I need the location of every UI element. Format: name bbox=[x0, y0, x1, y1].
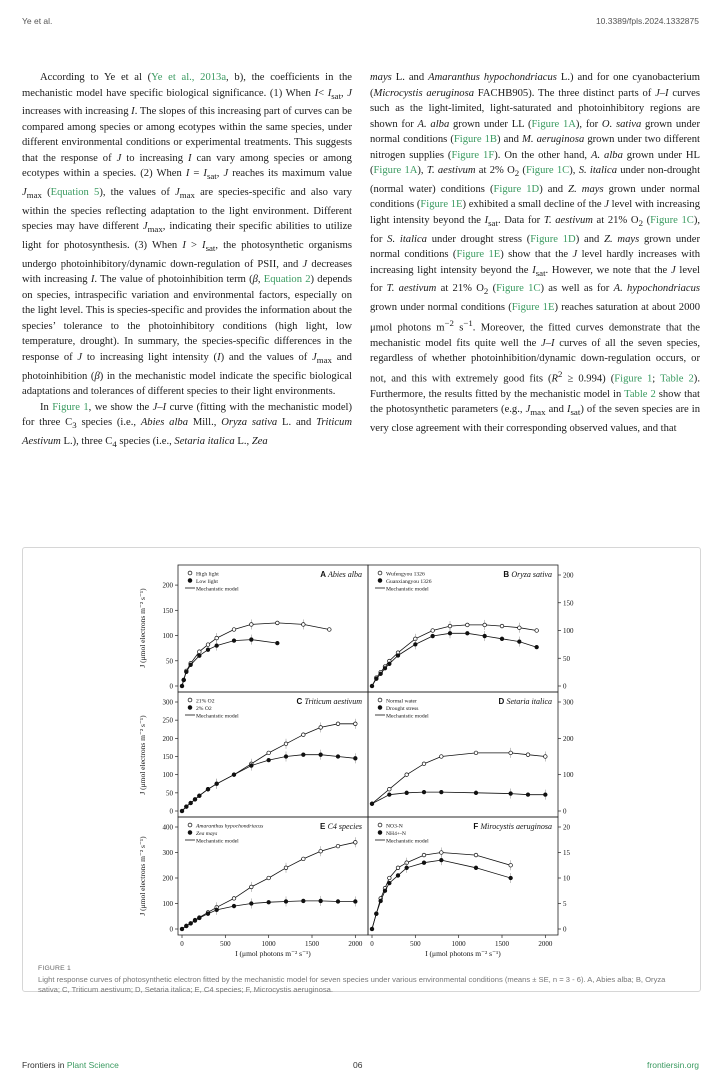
y-tick-label: 300 bbox=[162, 849, 173, 857]
y-tick-label: 200 bbox=[162, 874, 173, 883]
panel-species: Mirocystis aeruginosa bbox=[480, 822, 552, 831]
legend-open-marker bbox=[378, 571, 382, 575]
data-point bbox=[440, 790, 444, 794]
data-point bbox=[302, 623, 306, 627]
legend-filled-marker bbox=[378, 831, 382, 835]
panel-letter: D bbox=[498, 697, 507, 706]
legend-label: 2% O2 bbox=[196, 705, 212, 712]
data-point bbox=[509, 876, 513, 880]
fit-curve bbox=[372, 792, 545, 804]
data-point bbox=[375, 677, 379, 681]
data-point bbox=[509, 863, 513, 867]
legend-label: Mechanistic model bbox=[386, 713, 429, 720]
data-point bbox=[232, 639, 236, 643]
x-tick-label: 2000 bbox=[348, 940, 363, 948]
y-tick-label: 100 bbox=[162, 771, 173, 780]
y-tick-label: 5 bbox=[563, 900, 567, 908]
body-column-right: mays L. and Amaranthus hypochondriacus L.) and for one cyanobacterium (Microcystis aeruginosa FACHB905). The three distinct parts of J–I curves such as the light-limited, light-saturated and photoinhibitory regions are shown for A. alba grown under LL (Figure 1A), for O. sativa grown under normal conditions (Figure 1B) and M. aeruginosa grown under two different nitrogen supplies (Figure 1F). On the other hand, A. alba grown under HL (Figure 1A), T. aestivum at 2% $O_2$ (Figure 1C), S. italica under non-drought (normal water) conditions (Figure 1D) and Z. mays grown under normal conditions (Figure 1E) exhibited a small decline of the J level with increasing light intensity beyond the $I_{sat}$. Data for T. aestivum at 21% $O_2$ (Figure 1C), for S. italica under drought stress (Figure 1D) and Z. mays grown under normal conditions (Figure 1E) show that the J level hardly increases with increasing light intensity beyond the $I_{sat}$. However, we note that the J level for T. aestivum at 21% $O_2$ (Figure 1C) as well as for A. hypochondriacus grown under normal conditions (Figure 1E) reaches saturation at about 2000 μmol photons $m^{-2}$ $s^{-1}$. Moreover, the fitted curves demonstrate that the mechanistic model fits quite well the J–I curves of all the seven species, regardless of whether photoinhibition/dynamic down-regulation occurs, or not, and this with extremely good fits $(R^2 \ge 0.994)$ (Figure 1; Table 2). Furthermore, the results fitted by the mechanistic model in Table 2 show that the photosynthetic parameters (e.g., $J_{max}$ and $I_{sat}$) of the seven species are in very close agreement with their corresponding observed values, and that bbox=[370, 72, 701, 435]
y-tick-label: 50 bbox=[563, 654, 570, 663]
data-point bbox=[182, 678, 186, 682]
data-point bbox=[535, 629, 539, 633]
x-tick-label: 1000 bbox=[261, 940, 276, 948]
y-axis-label: J (μmol electrons m⁻² s⁻¹) bbox=[138, 588, 147, 668]
data-point bbox=[422, 861, 426, 865]
data-point bbox=[518, 640, 522, 644]
fit-curve bbox=[372, 633, 537, 686]
footer-journal-name: Plant Science bbox=[66, 1060, 119, 1070]
legend-label: Wufengyou 1326 bbox=[386, 571, 425, 578]
data-point bbox=[422, 853, 426, 857]
data-point bbox=[440, 755, 444, 759]
y-tick-label: 15 bbox=[563, 849, 570, 857]
data-point bbox=[189, 922, 193, 926]
data-point bbox=[189, 801, 193, 805]
data-point bbox=[375, 912, 379, 916]
legend-label: NH4+-N bbox=[386, 830, 406, 837]
y-tick-label: 100 bbox=[563, 771, 574, 780]
data-point bbox=[422, 762, 426, 766]
legend-open-marker bbox=[188, 571, 192, 575]
y-tick-label: 200 bbox=[563, 571, 574, 580]
data-point bbox=[379, 672, 383, 676]
data-point bbox=[198, 654, 202, 658]
data-point bbox=[526, 793, 530, 797]
legend-label: Drought stress bbox=[386, 705, 419, 712]
y-tick-label: 100 bbox=[162, 632, 173, 641]
legend-label: Amaranthus hypochondriacus bbox=[196, 823, 264, 830]
panel-title bbox=[473, 822, 552, 831]
data-point bbox=[396, 874, 400, 878]
x-tick-label: 500 bbox=[410, 940, 421, 948]
data-point bbox=[379, 899, 383, 903]
y-tick-label: 0 bbox=[169, 807, 173, 816]
page-number: 06 bbox=[353, 1060, 363, 1070]
data-point bbox=[383, 889, 387, 893]
data-point bbox=[302, 857, 306, 861]
legend-label: 21% O2 bbox=[196, 698, 215, 705]
x-tick-label: 500 bbox=[220, 940, 231, 948]
data-point bbox=[267, 876, 271, 880]
data-point bbox=[232, 773, 236, 777]
data-point bbox=[180, 809, 184, 813]
data-point bbox=[431, 629, 435, 633]
data-point bbox=[284, 866, 288, 870]
legend-open-marker bbox=[188, 698, 192, 702]
legend-open-marker bbox=[378, 823, 382, 827]
panel-letter: B bbox=[503, 570, 512, 579]
footer-journal bbox=[22, 1060, 119, 1070]
panel-letter: A bbox=[320, 570, 328, 579]
data-point bbox=[466, 623, 470, 627]
fit-curve bbox=[372, 860, 511, 929]
y-tick-label: 50 bbox=[166, 657, 173, 666]
data-point bbox=[232, 897, 236, 901]
data-point bbox=[500, 624, 504, 628]
y-axis-label: J (μmol electrons m⁻² s⁻¹) bbox=[138, 836, 147, 916]
legend-filled-marker bbox=[378, 706, 382, 710]
fit-curve bbox=[182, 755, 355, 811]
footer-site-link[interactable]: frontiersin.org bbox=[647, 1060, 699, 1070]
x-tick-label: 1500 bbox=[495, 940, 509, 948]
data-point bbox=[185, 670, 189, 674]
data-point bbox=[483, 634, 487, 638]
fit-curve bbox=[182, 842, 355, 929]
legend-label: Low light bbox=[196, 578, 218, 585]
data-point bbox=[448, 624, 452, 628]
panel-title bbox=[503, 570, 552, 579]
y-tick-label: 50 bbox=[166, 789, 173, 798]
data-point bbox=[483, 623, 487, 627]
y-tick-label: 0 bbox=[169, 925, 173, 934]
data-point bbox=[474, 791, 478, 795]
data-point bbox=[354, 900, 358, 904]
figure-1 bbox=[22, 547, 701, 992]
data-point bbox=[383, 666, 387, 670]
data-point bbox=[215, 636, 219, 640]
data-point bbox=[422, 790, 426, 794]
data-point bbox=[354, 757, 358, 761]
data-point bbox=[370, 684, 374, 688]
figure-caption-text: Light response curves of photosynthetic electron fitted by the mechanistic model for seven species under various environmental conditions (means ± SE, n = 3 - 6). A, Abies alba; B, Oryza sativa; C, Triticum aestivum; D, Setaria italica; E, C4 species; F, Microcystis aeruginosa. bbox=[38, 974, 666, 994]
data-point bbox=[388, 876, 392, 880]
legend-label: Normal water bbox=[386, 698, 417, 705]
data-point bbox=[509, 792, 513, 796]
data-point bbox=[302, 753, 306, 757]
figure-caption-label: FIGURE 1 bbox=[38, 965, 71, 972]
legend-filled-marker bbox=[378, 579, 382, 583]
y-tick-label: 250 bbox=[162, 716, 173, 725]
legend-label: Zea mays bbox=[196, 830, 218, 837]
y-tick-label: 300 bbox=[162, 698, 173, 707]
data-point bbox=[250, 885, 254, 889]
panel-letter: F bbox=[473, 822, 481, 831]
legend-label: Mechanistic model bbox=[196, 838, 239, 845]
y-tick-label: 20 bbox=[563, 823, 570, 832]
y-tick-label: 100 bbox=[563, 627, 574, 635]
data-point bbox=[388, 881, 392, 885]
data-point bbox=[250, 764, 254, 768]
data-point bbox=[198, 650, 202, 654]
y-tick-label: 200 bbox=[162, 734, 173, 743]
data-point bbox=[544, 755, 548, 759]
panel-title bbox=[296, 697, 362, 706]
legend-filled-marker bbox=[188, 831, 192, 835]
data-point bbox=[276, 641, 280, 645]
y-axis-label: J (μmol electrons m⁻² s⁻¹) bbox=[138, 715, 147, 795]
data-point bbox=[328, 628, 332, 632]
data-point bbox=[319, 849, 323, 853]
data-point bbox=[354, 841, 358, 845]
panel-species: C4 species bbox=[327, 822, 362, 831]
figure-1-plots bbox=[133, 560, 593, 960]
data-point bbox=[336, 722, 340, 726]
fit-curve bbox=[182, 640, 277, 686]
y-tick-label: 200 bbox=[563, 734, 574, 743]
legend-label: Mechanistic model bbox=[386, 586, 429, 593]
panel-title bbox=[498, 697, 552, 706]
data-point bbox=[284, 900, 288, 904]
x-tick-label: 1500 bbox=[305, 940, 319, 948]
data-point bbox=[319, 726, 323, 730]
x-tick-label: 0 bbox=[180, 940, 184, 948]
y-tick-label: 150 bbox=[162, 753, 173, 761]
x-axis-label: I (μmol photons m⁻² s⁻¹) bbox=[425, 949, 501, 958]
data-point bbox=[448, 631, 452, 635]
data-point bbox=[474, 866, 478, 870]
data-point bbox=[526, 753, 530, 757]
data-point bbox=[319, 753, 323, 757]
y-tick-label: 0 bbox=[563, 807, 567, 816]
legend-open-marker bbox=[188, 823, 192, 827]
panel-title bbox=[320, 822, 362, 831]
y-tick-label: 400 bbox=[162, 823, 173, 832]
legend-filled-marker bbox=[188, 579, 192, 583]
data-point bbox=[440, 851, 444, 855]
data-point bbox=[336, 900, 340, 904]
legend-label: Guanxiangyou 1326 bbox=[386, 578, 432, 585]
data-point bbox=[198, 916, 202, 920]
running-header-doi: 10.3389/fpls.2024.1332875 bbox=[595, 16, 699, 26]
data-point bbox=[370, 927, 374, 931]
data-point bbox=[466, 631, 470, 635]
data-point bbox=[396, 654, 400, 658]
data-point bbox=[198, 794, 202, 798]
data-point bbox=[302, 733, 306, 737]
data-point bbox=[267, 900, 271, 904]
data-point bbox=[284, 755, 288, 759]
data-point bbox=[431, 634, 435, 638]
data-point bbox=[414, 643, 418, 647]
x-tick-label: 1000 bbox=[451, 940, 466, 948]
y-tick-label: 0 bbox=[169, 682, 173, 691]
y-tick-label: 300 bbox=[563, 698, 574, 707]
figure-caption bbox=[38, 964, 678, 996]
data-point bbox=[250, 623, 254, 627]
data-point bbox=[535, 645, 539, 649]
data-point bbox=[276, 621, 280, 625]
x-tick-label: 2000 bbox=[538, 940, 553, 948]
data-point bbox=[388, 793, 392, 797]
data-point bbox=[370, 802, 374, 806]
data-point bbox=[189, 663, 193, 667]
x-axis-label: I (μmol photons m⁻² s⁻¹) bbox=[235, 949, 311, 958]
footer-journal-prefix: Frontiers in bbox=[22, 1060, 67, 1070]
data-point bbox=[544, 793, 548, 797]
legend-label: High light bbox=[196, 571, 219, 578]
data-point bbox=[319, 899, 323, 903]
data-point bbox=[180, 684, 184, 688]
data-point bbox=[405, 773, 409, 777]
running-header-author: Ye et al. bbox=[22, 16, 53, 26]
y-tick-label: 100 bbox=[162, 900, 173, 908]
data-point bbox=[440, 858, 444, 862]
data-point bbox=[206, 643, 210, 647]
legend-filled-marker bbox=[188, 706, 192, 710]
data-point bbox=[250, 638, 254, 642]
data-point bbox=[206, 912, 210, 916]
data-point bbox=[215, 644, 219, 648]
data-point bbox=[232, 628, 236, 632]
panel-species: Oryza sativa bbox=[511, 570, 552, 579]
body-column-left: According to Ye et al (Ye et al., 2013a, b), the coefficients in the mechanistic model have specific biological significance. (1) When $I< I_{sat}$, J increases with increasing I. The slopes of this increasing part of curves can be compared among species or among ecotypes within the same species, under different environmental conditions or experimental treatments. This suggests that the response of J to increasing I can vary among species or among ecotypes within a species. (2) When $I = I_{sat}$, J reaches its maximum value $J_{max}$ (Equation 5), the values of $J_{max}$ are species-specific and also vary within the species reflecting adaptation to the light environment. Different species may have different $J_{max}$, indicating their specific abilities to utilize light for photosynthesis. (3) When $I > I_{sat}$, the photosynthetic organisms undergo photoinhibitory/dynamic down-regulation of PSII, and J decreases with increasing I. The value of photoinhibition term (β, Equation 2) depends on species, intraspecific variation and environmental factors, especially on the light level. This is species-specific and provides the information about the species’ tolerance to the photoinhibitory conditions (high light, low temperature, drought). In summary, the species-specific differences in the response of J to increasing light intensity (I) and the values of $J_{max}$ and photoinhibition (β) in the mechanistic model indicate the specific biological adaptations and tolerances of different species to their light environments. In Figure 1, we show the J–I curve (fitting with the mechanistic model) for three $C_3$ species (i.e., Abies alba Mill., Oryza sativa L. and Triticum Aestivum L.), three $C_4$ species (i.e., Setaria italica L., Zea bbox=[22, 72, 353, 449]
data-point bbox=[396, 866, 400, 870]
legend-label: Mechanistic model bbox=[196, 713, 239, 720]
panel-letter: E bbox=[320, 822, 328, 831]
panel-title bbox=[320, 570, 362, 579]
y-tick-label: 150 bbox=[563, 599, 574, 608]
legend-label: Mechanistic model bbox=[386, 838, 429, 845]
data-point bbox=[388, 662, 392, 666]
legend-label: NO3-N bbox=[386, 823, 403, 830]
fit-curve bbox=[372, 753, 545, 804]
data-point bbox=[284, 742, 288, 746]
data-point bbox=[206, 648, 210, 652]
panel-species: Triticum aestivum bbox=[304, 697, 362, 706]
fit-curve bbox=[182, 623, 329, 686]
data-point bbox=[267, 758, 271, 762]
y-tick-label: 10 bbox=[563, 874, 570, 883]
data-point bbox=[215, 908, 219, 912]
data-point bbox=[232, 904, 236, 908]
data-point bbox=[267, 751, 271, 755]
panel-species: Setaria italica bbox=[506, 697, 552, 706]
data-point bbox=[193, 919, 197, 923]
data-point bbox=[206, 787, 210, 791]
data-point bbox=[336, 755, 340, 759]
data-point bbox=[518, 626, 522, 630]
data-point bbox=[500, 637, 504, 641]
data-point bbox=[509, 751, 513, 755]
panel-species: Abies alba bbox=[328, 570, 362, 579]
data-point bbox=[302, 899, 306, 903]
y-tick-label: 0 bbox=[563, 925, 567, 934]
data-point bbox=[185, 924, 189, 928]
data-point bbox=[354, 722, 358, 726]
data-point bbox=[180, 927, 184, 931]
x-tick-label: 0 bbox=[370, 940, 374, 948]
data-point bbox=[250, 902, 254, 906]
legend-label: Mechanistic model bbox=[196, 586, 239, 593]
data-point bbox=[405, 791, 409, 795]
fit-curve bbox=[182, 724, 355, 811]
legend-open-marker bbox=[378, 698, 382, 702]
data-point bbox=[388, 787, 392, 791]
data-point bbox=[474, 853, 478, 857]
y-tick-label: 0 bbox=[563, 682, 567, 691]
data-point bbox=[185, 805, 189, 809]
y-tick-label: 150 bbox=[162, 606, 173, 615]
data-point bbox=[193, 798, 197, 802]
data-point bbox=[336, 844, 340, 848]
data-point bbox=[405, 866, 409, 870]
y-tick-label: 200 bbox=[162, 581, 173, 590]
data-point bbox=[215, 782, 219, 786]
data-point bbox=[474, 751, 478, 755]
panel-letter: C bbox=[296, 697, 305, 706]
